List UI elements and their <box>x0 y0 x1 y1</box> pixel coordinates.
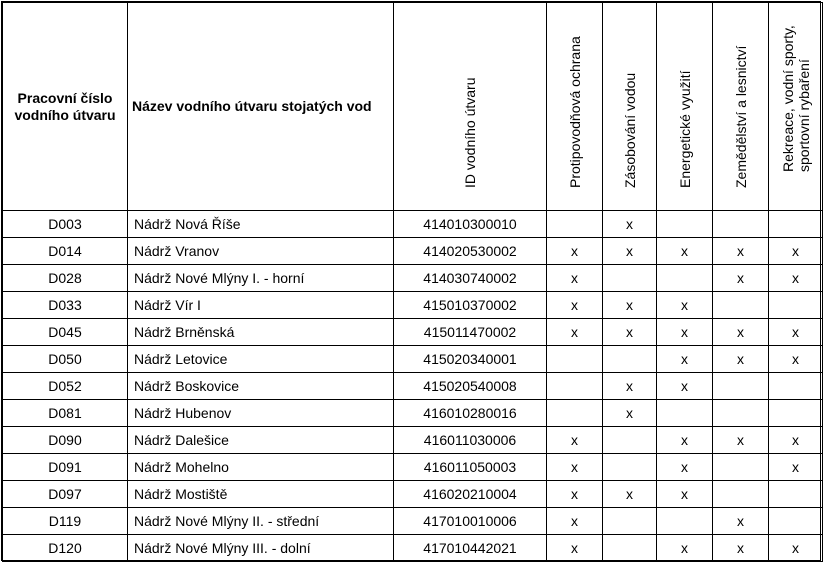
cell-flood: x <box>547 238 603 265</box>
cell-recreation: x <box>769 346 823 373</box>
cell-id: 415020540008 <box>394 373 547 400</box>
cell-supply <box>603 346 657 373</box>
header-energy-label: Energetické využití <box>676 70 693 188</box>
cell-name: Nádrž Mohelno <box>128 454 394 481</box>
table-row <box>3 454 823 481</box>
cell-id: 416011030006 <box>394 427 547 454</box>
header-flood-label: Protipovodňová ochrana <box>566 36 583 188</box>
cell-energy <box>657 400 713 427</box>
cell-flood: x <box>547 508 603 535</box>
cell-energy <box>657 211 713 238</box>
cell-recreation: x <box>769 454 823 481</box>
cell-id: 416020210004 <box>394 481 547 508</box>
cell-flood: x <box>547 292 603 319</box>
header-id-label: ID vodního útvaru <box>462 77 478 188</box>
cell-name: Nádrž Nové Mlýny III. - dolní <box>128 535 394 562</box>
cell-name: Nádrž Brněnská <box>128 319 394 346</box>
cell-code: D091 <box>3 454 128 481</box>
cell-flood: x <box>547 427 603 454</box>
cell-recreation: x <box>769 319 823 346</box>
cell-code: D003 <box>3 211 128 238</box>
header-agri-label: Zemědělství a lesnictví <box>732 45 749 188</box>
water-bodies-table-frame <box>1 1 821 561</box>
header-recreation <box>769 3 823 211</box>
cell-name: Nádrž Dalešice <box>128 427 394 454</box>
cell-flood: x <box>547 319 603 346</box>
table-row <box>3 211 823 238</box>
cell-id: 416011050003 <box>394 454 547 481</box>
cell-flood: x <box>547 481 603 508</box>
cell-agri <box>713 400 769 427</box>
cell-flood: x <box>547 454 603 481</box>
cell-name: Nádrž Mostiště <box>128 481 394 508</box>
cell-id: 415020340001 <box>394 346 547 373</box>
cell-recreation <box>769 481 823 508</box>
cell-supply: x <box>603 400 657 427</box>
cell-code: D028 <box>3 265 128 292</box>
cell-name: Nádrž Nová Říše <box>128 211 394 238</box>
table-row <box>3 400 823 427</box>
cell-code: D014 <box>3 238 128 265</box>
cell-flood <box>547 373 603 400</box>
header-supply-label: Zásobování vodou <box>621 72 638 188</box>
cell-agri: x <box>713 508 769 535</box>
cell-id: 415011470002 <box>394 319 547 346</box>
cell-energy: x <box>657 238 713 265</box>
cell-flood <box>547 400 603 427</box>
cell-agri <box>713 292 769 319</box>
cell-energy: x <box>657 535 713 562</box>
cell-recreation: x <box>769 427 823 454</box>
cell-code: D081 <box>3 400 128 427</box>
cell-supply: x <box>603 238 657 265</box>
cell-id: 416010280016 <box>394 400 547 427</box>
cell-recreation <box>769 292 823 319</box>
cell-code: D050 <box>3 346 128 373</box>
cell-id: 414020530002 <box>394 238 547 265</box>
cell-name: Nádrž Letovice <box>128 346 394 373</box>
cell-code: D052 <box>3 373 128 400</box>
header-code: Pracovní číslo vodního útvaru <box>3 3 128 211</box>
cell-id: 417010010006 <box>394 508 547 535</box>
table-row <box>3 238 823 265</box>
header-energy <box>657 3 713 211</box>
table-header <box>3 3 823 211</box>
cell-flood <box>547 346 603 373</box>
cell-energy: x <box>657 319 713 346</box>
table-row <box>3 508 823 535</box>
table-row <box>3 427 823 454</box>
cell-recreation <box>769 400 823 427</box>
cell-id: 414030740002 <box>394 265 547 292</box>
cell-code: D120 <box>3 535 128 562</box>
cell-supply <box>603 265 657 292</box>
cell-supply: x <box>603 211 657 238</box>
cell-name: Nádrž Hubenov <box>128 400 394 427</box>
table-row <box>3 346 823 373</box>
cell-energy: x <box>657 346 713 373</box>
cell-name: Nádrž Nové Mlýny I. - horní <box>128 265 394 292</box>
cell-recreation <box>769 508 823 535</box>
cell-agri: x <box>713 265 769 292</box>
cell-energy: x <box>657 454 713 481</box>
cell-code: D097 <box>3 481 128 508</box>
table-row <box>3 265 823 292</box>
cell-supply <box>603 508 657 535</box>
cell-energy: x <box>657 481 713 508</box>
cell-name: Nádrž Nové Mlýny II. - střední <box>128 508 394 535</box>
header-name: Název vodního útvaru stojatých vod <box>128 3 394 211</box>
table-row <box>3 292 823 319</box>
cell-id: 417010442021 <box>394 535 547 562</box>
cell-recreation <box>769 373 823 400</box>
cell-energy: x <box>657 427 713 454</box>
cell-recreation: x <box>769 265 823 292</box>
cell-supply <box>603 454 657 481</box>
cell-flood: x <box>547 265 603 292</box>
cell-agri: x <box>713 346 769 373</box>
cell-recreation <box>769 211 823 238</box>
cell-id: 415010370002 <box>394 292 547 319</box>
cell-flood: x <box>547 535 603 562</box>
cell-energy <box>657 265 713 292</box>
header-id <box>394 3 547 211</box>
cell-energy: x <box>657 292 713 319</box>
cell-supply <box>603 427 657 454</box>
header-recreation-label: Rekreace, vodní sporty, sportovní rybaření <box>779 25 812 172</box>
water-bodies-table <box>2 2 823 562</box>
cell-name: Nádrž Vír I <box>128 292 394 319</box>
header-supply <box>603 3 657 211</box>
cell-flood <box>547 211 603 238</box>
cell-recreation: x <box>769 535 823 562</box>
cell-supply: x <box>603 319 657 346</box>
cell-energy <box>657 508 713 535</box>
cell-supply: x <box>603 373 657 400</box>
cell-supply: x <box>603 481 657 508</box>
header-flood <box>547 3 603 211</box>
table-row <box>3 481 823 508</box>
cell-agri: x <box>713 535 769 562</box>
cell-id: 414010300010 <box>394 211 547 238</box>
cell-name: Nádrž Vranov <box>128 238 394 265</box>
cell-supply <box>603 535 657 562</box>
cell-energy: x <box>657 373 713 400</box>
cell-agri <box>713 481 769 508</box>
table-row <box>3 319 823 346</box>
header-agri <box>713 3 769 211</box>
table-row <box>3 373 823 400</box>
cell-code: D033 <box>3 292 128 319</box>
cell-agri: x <box>713 238 769 265</box>
cell-code: D119 <box>3 508 128 535</box>
table-body <box>3 211 823 562</box>
table-row <box>3 535 823 562</box>
cell-recreation: x <box>769 238 823 265</box>
cell-code: D090 <box>3 427 128 454</box>
cell-supply: x <box>603 292 657 319</box>
cell-agri <box>713 454 769 481</box>
cell-agri: x <box>713 427 769 454</box>
cell-code: D045 <box>3 319 128 346</box>
cell-agri: x <box>713 319 769 346</box>
cell-name: Nádrž Boskovice <box>128 373 394 400</box>
cell-agri <box>713 211 769 238</box>
cell-agri <box>713 373 769 400</box>
header-row <box>3 3 823 211</box>
